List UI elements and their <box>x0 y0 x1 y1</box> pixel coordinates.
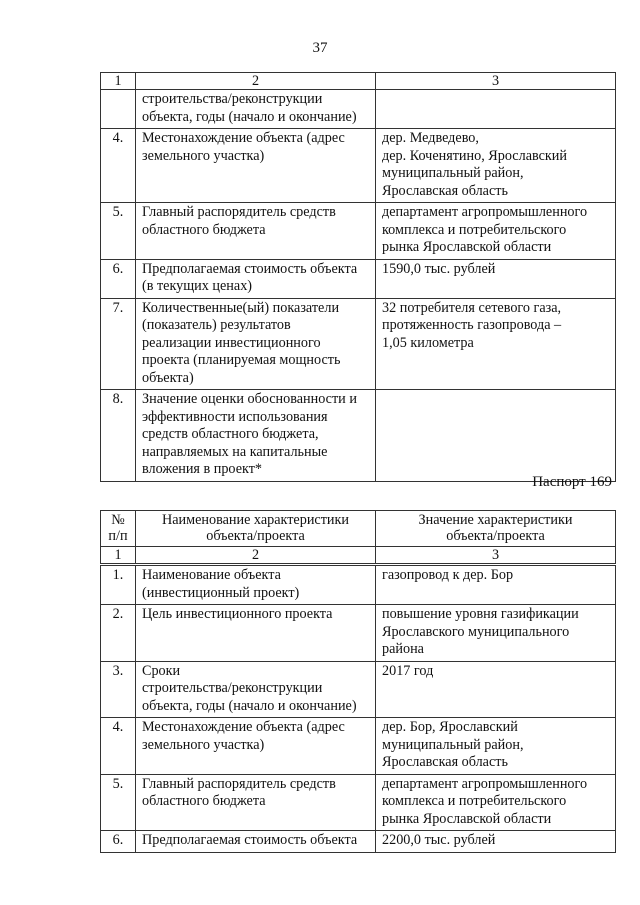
row-number: 6. <box>101 259 136 298</box>
table-row <box>101 390 616 482</box>
characteristic-value: повышение уровня газификации Ярославского муниципального района <box>376 605 616 662</box>
table-row <box>101 831 616 853</box>
table-row <box>101 661 616 718</box>
row-number: 5. <box>101 774 136 831</box>
characteristic-name: Цель инвестиционного проекта <box>136 605 376 662</box>
characteristic-name: Местонахождение объекта (адрес земельного участка) <box>136 718 376 775</box>
characteristic-name: Главный распорядитель средств областного бюджета <box>136 774 376 831</box>
table-header-row <box>101 511 616 547</box>
table-row <box>101 259 616 298</box>
characteristic-value: дер. Медведево, дер. Коченятино, Ярославский муниципальный район, Ярославская область <box>376 129 616 203</box>
column-index: 3 <box>376 73 616 90</box>
table-row <box>101 129 616 203</box>
row-number: 6. <box>101 831 136 853</box>
table1-body <box>101 73 616 482</box>
passport-table-continued <box>100 72 616 482</box>
characteristic-value: департамент агропромышленного комплекса и потребительского рынка Ярославской области <box>376 203 616 260</box>
table-row <box>101 298 616 390</box>
characteristic-name: Предполагаемая стоимость объекта <box>136 831 376 853</box>
characteristic-value: 1590,0 тыс. рублей <box>376 259 616 298</box>
table-row <box>101 605 616 662</box>
column-index: 2 <box>136 547 376 565</box>
characteristic-name: Главный распорядитель средств областного бюджета <box>136 203 376 260</box>
characteristic-value <box>376 90 616 129</box>
row-number: 4. <box>101 718 136 775</box>
table-row <box>101 203 616 260</box>
table-row <box>101 774 616 831</box>
characteristic-value: 2200,0 тыс. рублей <box>376 831 616 853</box>
characteristic-value: дер. Бор, Ярославский муниципальный район, Ярославская область <box>376 718 616 775</box>
characteristic-name: Предполагаемая стоимость объекта (в текущих ценах) <box>136 259 376 298</box>
column-header-characteristic: Наименование характеристики объекта/проекта <box>136 511 376 547</box>
column-header-value: Значение характеристики объекта/проекта <box>376 511 616 547</box>
characteristic-value: газопровод к дер. Бор <box>376 565 616 605</box>
passport-table <box>100 510 616 853</box>
column-index: 1 <box>101 73 136 90</box>
column-index: 1 <box>101 547 136 565</box>
table2-body <box>101 511 616 853</box>
table-row <box>101 90 616 129</box>
row-number: 1. <box>101 565 136 605</box>
column-index-row <box>101 73 616 90</box>
characteristic-name: Сроки строительства/реконструкции объекта, годы (начало и окончание) <box>136 661 376 718</box>
characteristic-name: Наименование объекта (инвестиционный проект) <box>136 565 376 605</box>
row-number: 4. <box>101 129 136 203</box>
row-number <box>101 90 136 129</box>
row-number: 2. <box>101 605 136 662</box>
row-number: 7. <box>101 298 136 390</box>
row-number: 8. <box>101 390 136 482</box>
column-index: 2 <box>136 73 376 90</box>
table-row <box>101 718 616 775</box>
characteristic-name: строительства/реконструкции объекта, годы (начало и окончание) <box>136 90 376 129</box>
column-index: 3 <box>376 547 616 565</box>
characteristic-name: Значение оценки обоснованности и эффективности использования средств областного бюджета, направляемых на капитальные вложения в проект* <box>136 390 376 482</box>
page-number: 37 <box>312 40 328 56</box>
characteristic-value <box>376 390 616 482</box>
table-row <box>101 565 616 605</box>
characteristic-name: Местонахождение объекта (адрес земельного участка) <box>136 129 376 203</box>
characteristic-name: Количественные(ый) показатели (показатель) результатов реализации инвестиционного проекта (планируемая мощность объекта) <box>136 298 376 390</box>
row-number: 5. <box>101 203 136 260</box>
column-index-row <box>101 547 616 565</box>
column-header-number: № п/п <box>101 511 136 547</box>
characteristic-value: департамент агропромышленного комплекса и потребительского рынка Ярославской области <box>376 774 616 831</box>
row-number: 3. <box>101 661 136 718</box>
passport-title: Паспорт 169 <box>532 474 612 490</box>
characteristic-value: 2017 год <box>376 661 616 718</box>
characteristic-value: 32 потребителя сетевого газа, протяженность газопровода – 1,05 километра <box>376 298 616 390</box>
